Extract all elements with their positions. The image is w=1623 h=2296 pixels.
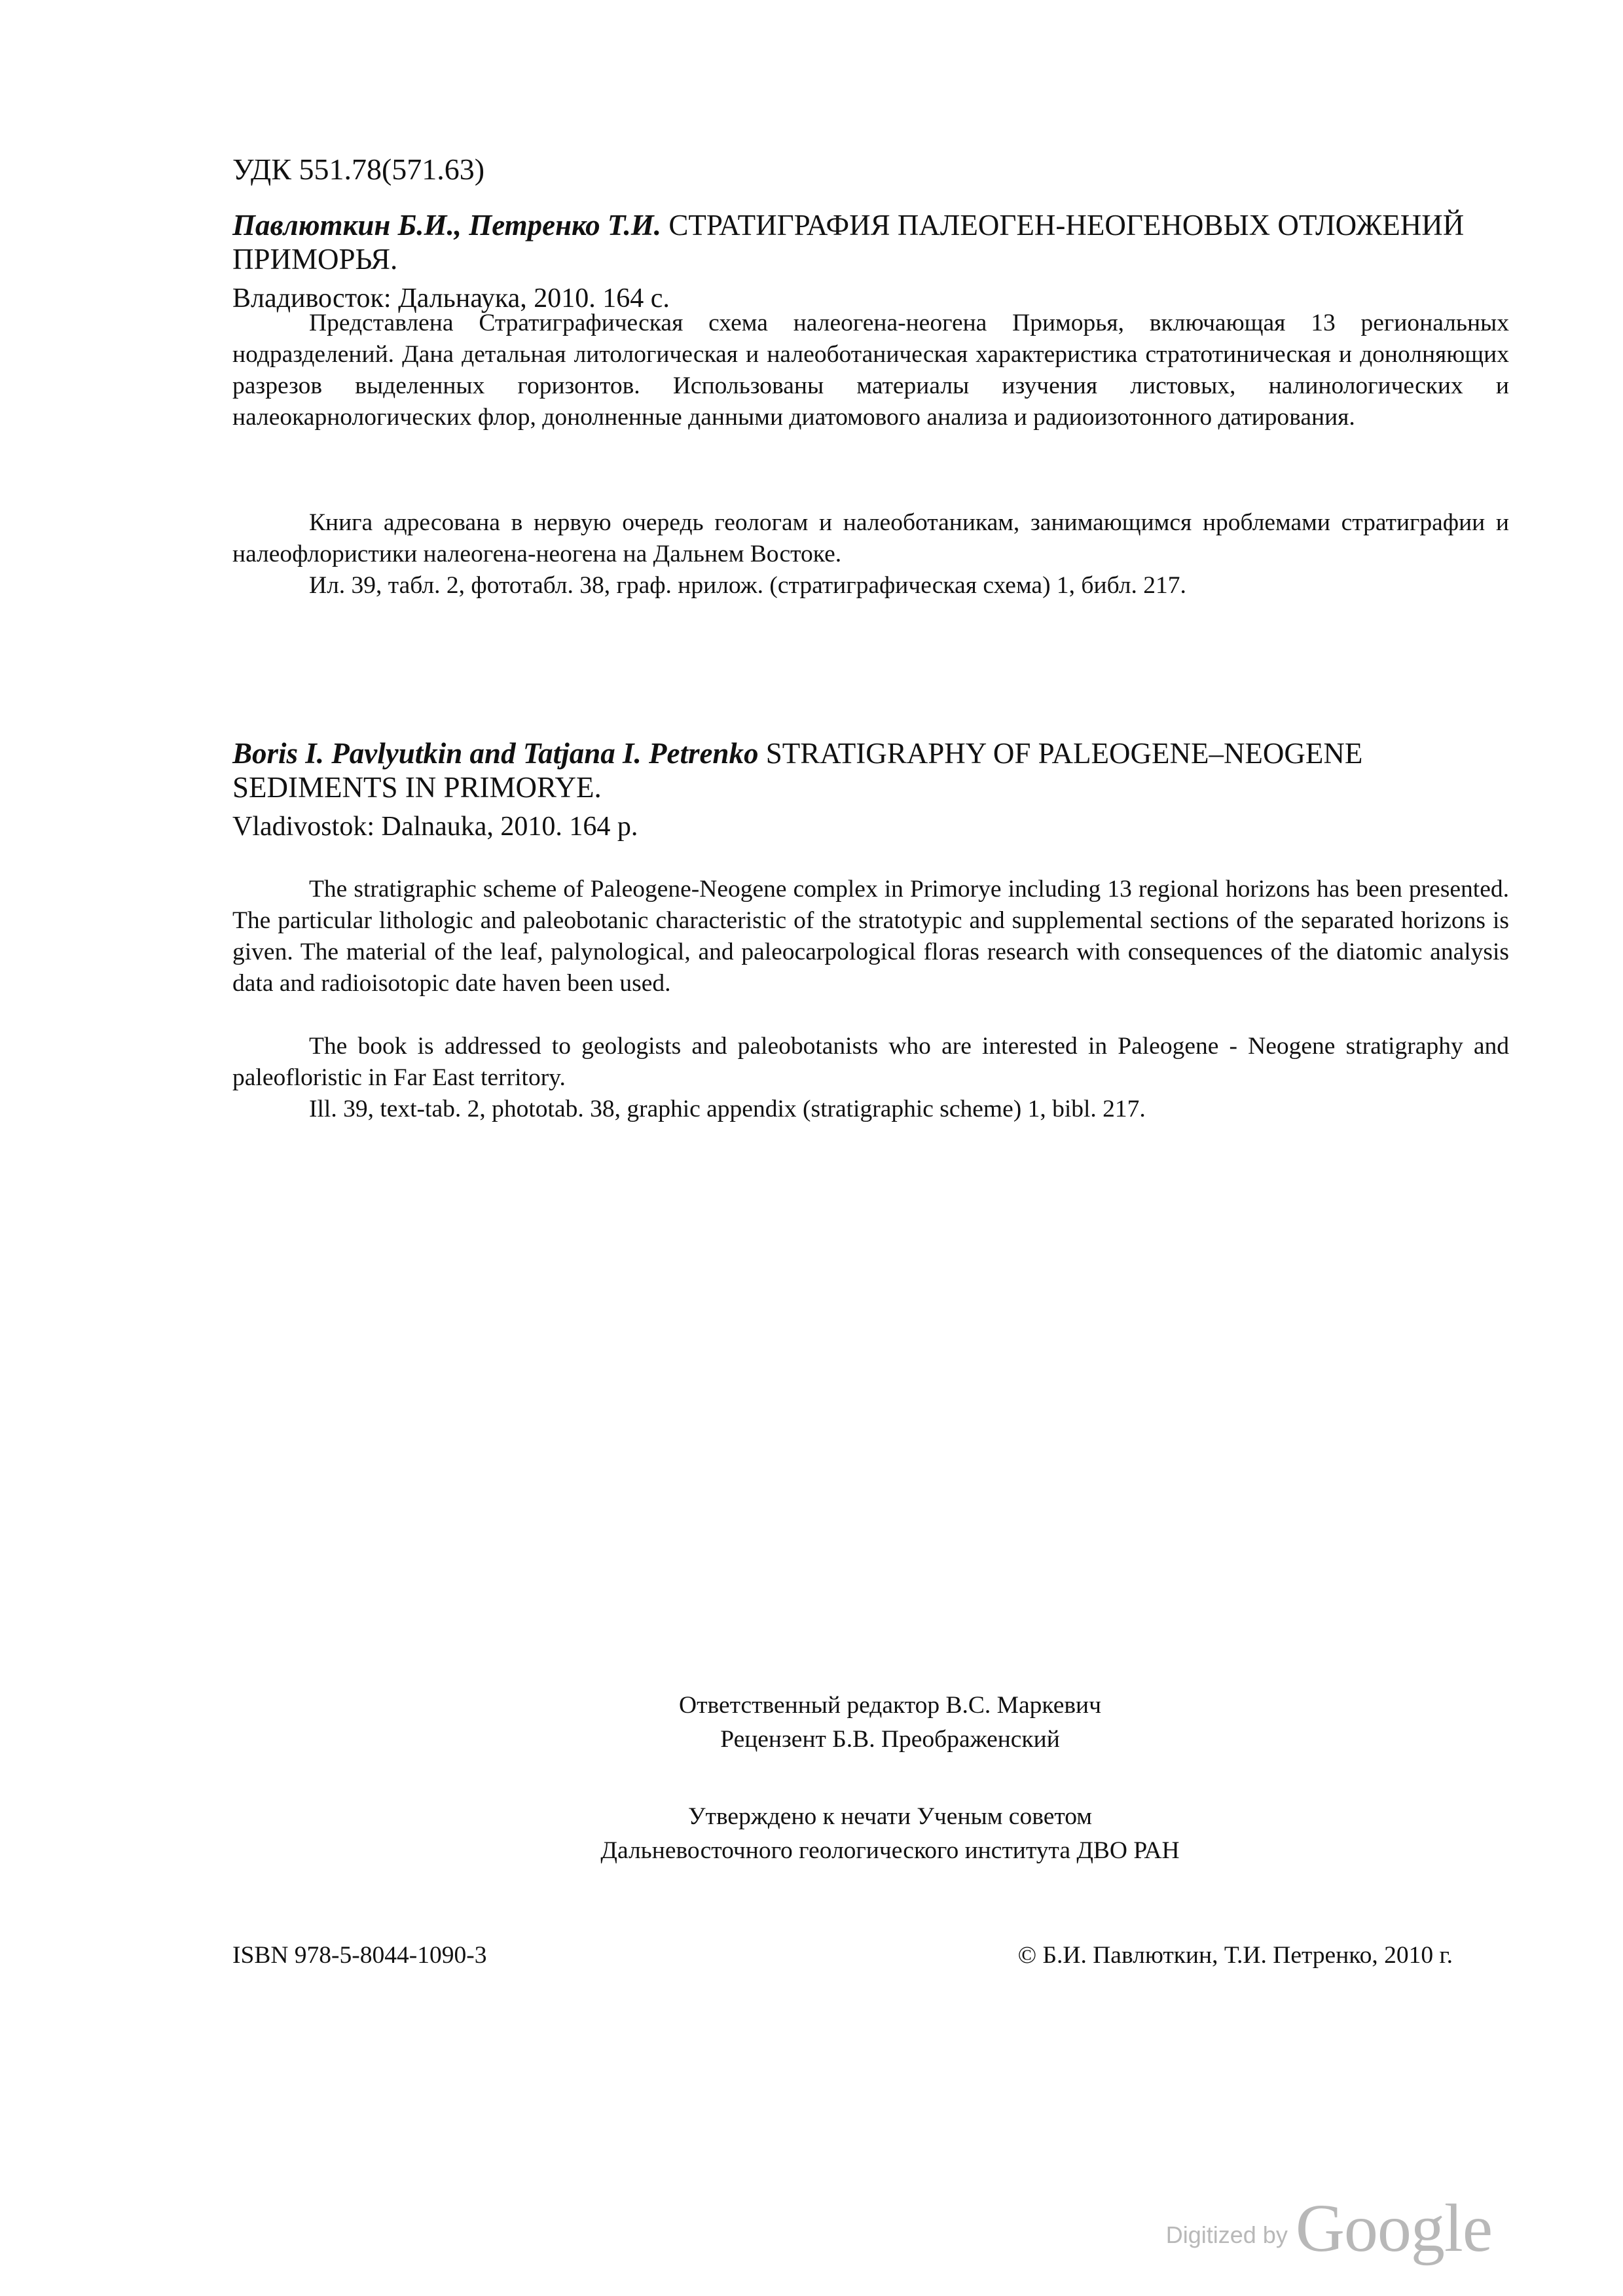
- russian-audience-block: [232, 507, 1509, 601]
- approval-line-2: Дальневосточного геологического института ДВО РАН: [600, 1837, 1180, 1864]
- english-audience: The book is addressed to geologists and paleobotanists who are interested in Paleogene - Neogene stratigraphy and paleofloristic in Far East territory.: [232, 1033, 1509, 1091]
- russian-stats: Ил. 39, табл. 2, фототабл. 38, граф. нрилож. (стратиграфическая схема) 1, библ. 217.: [309, 572, 1186, 599]
- watermark-prefix: Digitized by: [1165, 2221, 1288, 2248]
- russian-imprint: Владивосток: Дальнаука, 2010. 164 с.: [232, 283, 670, 314]
- english-audience-block: [232, 1031, 1509, 1125]
- english-citation: [232, 736, 1509, 844]
- digitized-watermark: [1166, 2189, 1492, 2267]
- copyright-notice: © Б.И. Павлюткин, Т.И. Петренко, 2010 г.: [1017, 1942, 1453, 1969]
- english-imprint: Vladivostok: Dalnauka, 2010. 164 p.: [232, 812, 638, 842]
- responsible-editor: Ответственный редактор В.С. Маркевич: [679, 1692, 1101, 1719]
- russian-abstract-block: [232, 308, 1509, 433]
- russian-title-line: [232, 208, 1509, 276]
- english-abstract-block: [232, 874, 1509, 999]
- udk-code: УДК 551.78(571.63): [232, 152, 485, 186]
- russian-citation: [232, 208, 1509, 315]
- russian-audience: Книга адресована в нервую очередь геологам и налеоботаникам, занимающимся нроблемами стратиграфии и налеофлористики налеогена-неогена на Дальнем Востоке.: [232, 509, 1509, 567]
- reviewer: Рецензент Б.В. Преображенский: [720, 1726, 1060, 1753]
- english-title-line: [232, 736, 1509, 804]
- russian-title: СТРАТИГРАФИЯ ПАЛЕОГЕН-НЕОГЕНОВЫХ ОТЛОЖЕНИЙ ПРИМОРЬЯ.: [232, 209, 1465, 276]
- english-stats: Ill. 39, text-tab. 2, phototab. 38, graphic appendix (stratigraphic scheme) 1, bibl. 217.: [309, 1096, 1146, 1122]
- google-logo: Google: [1295, 2191, 1492, 2266]
- russian-abstract: Представлена Стратиграфическая схема налеогена-неогена Приморья, включающая 13 региональных нодразделений. Дана детальная литологическая и налеоботаническая характеристика стратотиническая и донолняющих разрезов выделенных горизонтов. Использованы материалы изучения листовых, налинологических и налеокарнологических флор, донолненные данными диатомового анализа и радиоизотонного датирования.: [232, 310, 1509, 431]
- english-title: STRATIGRAPHY OF PALEOGENE–NEOGENE SEDIMENTS IN PRIMORYE.: [232, 737, 1363, 804]
- russian-authors: Павлюткин Б.И., Петренко Т.И.: [232, 209, 662, 242]
- approval-line-1: Утверждено к нечати Ученым советом: [688, 1803, 1092, 1830]
- isbn: ISBN 978-5-8044-1090-3: [232, 1942, 487, 1969]
- english-authors: Boris I. Pavlyutkin and Tatjana I. Petrenko: [232, 737, 759, 770]
- editor-credits: [79, 1689, 1623, 1757]
- english-abstract: The stratigraphic scheme of Paleogene-Neogene complex in Primorye including 13 regional horizons has been presented. The particular lithologic and paleobotanic characteristic of the stratotypic and supplemental sections of the separated horizons is given. The material of the leaf, palynological, and paleocarpological floras research with consequences of the diatomic analysis data and radioisotopic date haven been used.: [232, 876, 1509, 997]
- approval-note: [79, 1800, 1623, 1868]
